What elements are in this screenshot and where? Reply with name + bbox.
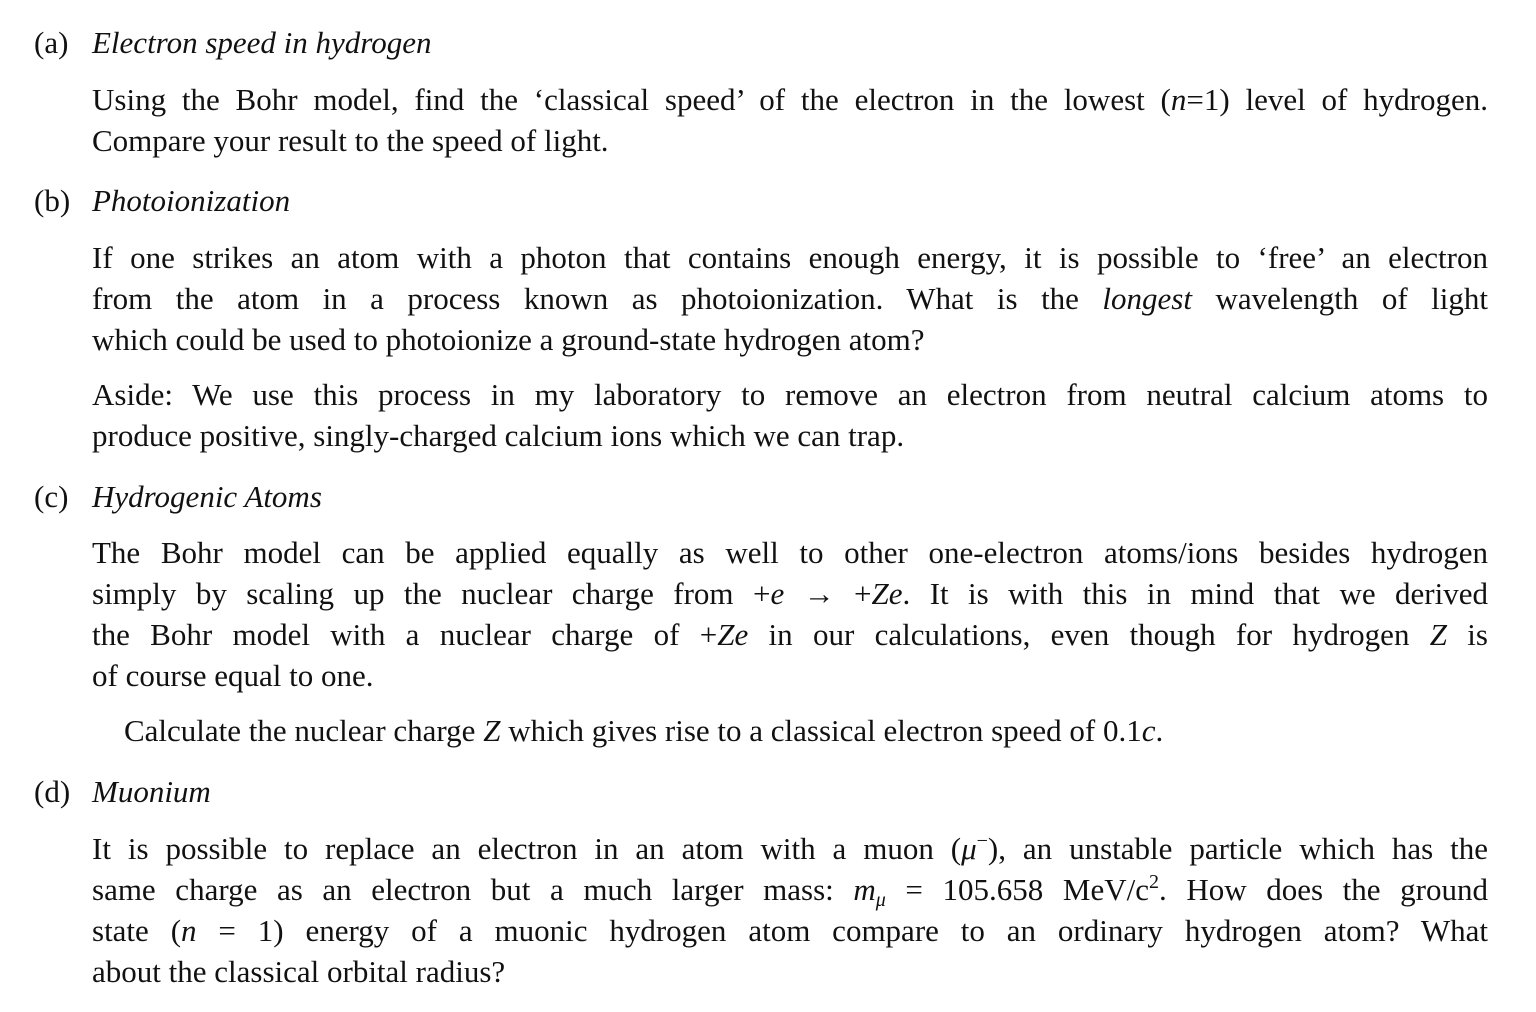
part-d-paragraph <box>92 828 1488 992</box>
part-c-paragraph-2 <box>124 710 1488 751</box>
part-c-line-4: of course equal to one. <box>92 658 374 693</box>
part-c-line-3: the Bohr model with a nuclear charge of +Ze in our calculations, even though for hydrogen Z is <box>92 617 1488 652</box>
part-b-paragraph-1 <box>92 237 1488 360</box>
part-b-aside <box>92 374 1488 456</box>
part-d-line-3: state (n = 1) energy of a muonic hydrogen atom compare to an ordinary hydrogen atom? What <box>92 913 1488 948</box>
part-a-line-1: Using the Bohr model, find the ‘classical speed’ of the electron in the lowest (n=1) level of hydrogen. <box>92 82 1488 117</box>
part-c-task: Calculate the nuclear charge Z which gives rise to a classical electron speed of 0.1c. <box>124 713 1164 748</box>
part-d-line-2: same charge as an electron but a much larger mass: $m_\mu = 105.658$ MeV/$c^2$. How does the ground <box>92 871 1488 911</box>
part-a-heading: Electron speed in hydrogen <box>92 25 432 60</box>
part-b-aside-line-2: produce positive, singly-charged calcium ions which we can trap. <box>92 418 905 453</box>
part-c-heading: Hydrogenic Atoms <box>92 479 322 514</box>
part-b-label: (b) <box>34 183 71 218</box>
part-c-line-2: simply by scaling up the nuclear charge from +e → +Ze. It is with this in mind that we derived <box>92 576 1488 611</box>
part-b-line-1: If one strikes an atom with a photon that contains enough energy, it is possible to ‘free’ an electron <box>92 240 1488 275</box>
part-d-label: (d) <box>34 774 71 809</box>
part-a-label: (a) <box>34 25 69 60</box>
part-b-heading: Photoionization <box>92 183 291 218</box>
part-b-line-3: which could be used to photoionize a ground-state hydrogen atom? <box>92 322 925 357</box>
part-b-line-2: from the atom in a process known as photoionization. What is the longest wavelength of light <box>92 281 1488 316</box>
part-a-line-2: Compare your result to the speed of light. <box>92 123 609 158</box>
part-c-paragraph-1 <box>92 532 1488 696</box>
part-b-aside-line-1: Aside: We use this process in my laboratory to remove an electron from neutral calcium atoms to <box>92 377 1488 412</box>
part-c-label: (c) <box>34 479 69 514</box>
part-d-heading: Muonium <box>92 774 211 809</box>
part-a-paragraph <box>92 79 1488 161</box>
part-d-line-4: about the classical orbital radius? <box>92 954 506 989</box>
part-d-line-1: It is possible to replace an electron in an atom with a muon (μ−), an unstable particle which has the <box>92 830 1488 866</box>
part-c-line-1: The Bohr model can be applied equally as well to other one-electron atoms/ions besides hydrogen <box>92 535 1488 570</box>
